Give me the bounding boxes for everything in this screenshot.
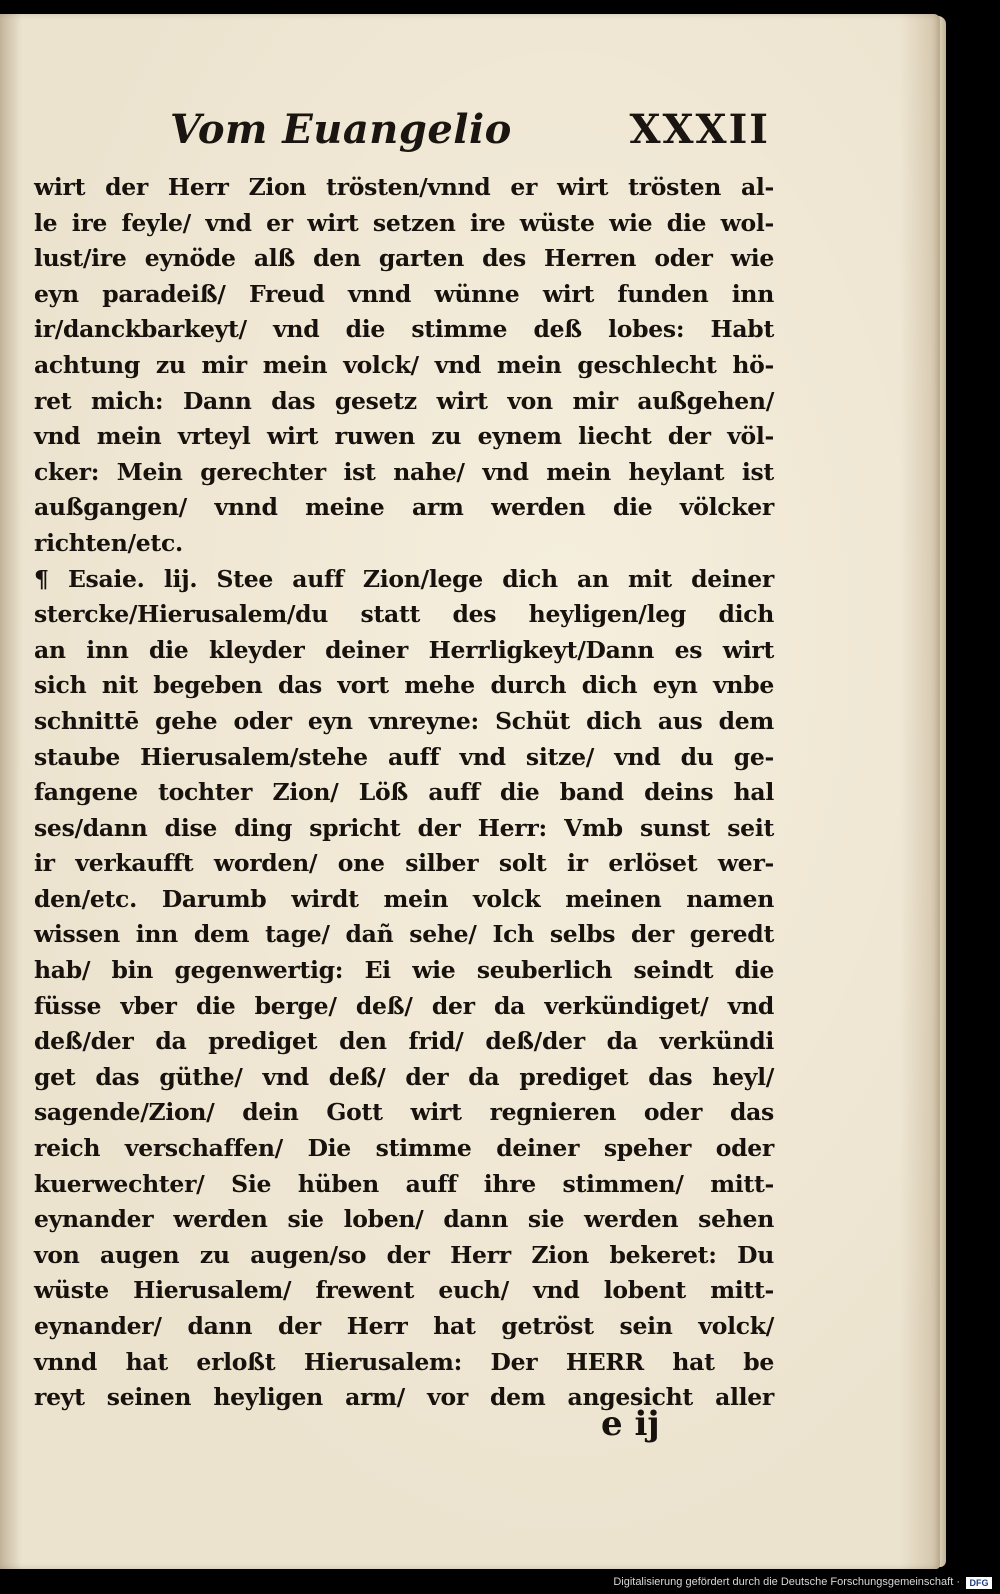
text-line: reich verschaffen/ Die stimme deiner speher oder — [34, 1134, 774, 1163]
text-line: ir/danckbarkeyt/ vnd die stimme deß lobes: Habt — [34, 315, 774, 344]
text-line: vnd mein vrteyl wirt ruwen zu eynem liecht der völ‑ — [34, 422, 774, 451]
dfg-logo-icon: DFG — [966, 1577, 992, 1589]
text-line: staube Hierusalem/stehe auff vnd sitze/ vnd du ge‑ — [34, 742, 774, 771]
text-line: achtung zu mir mein volck/ vnd mein geschlecht hö‑ — [34, 350, 774, 379]
text-line: ret mich: Dann das gesetz wirt von mir außgehen/ — [34, 386, 774, 415]
text-line: ir verkaufft worden/ one silber solt ir erlöset wer‑ — [34, 849, 774, 878]
text-line: an inn die kleyder deiner Herrligkeyt/Dann es wirt — [34, 635, 774, 664]
text-line: eynander/ dann der Herr hat getröst sein volck/ — [34, 1312, 774, 1340]
text-line: get das güthe/ vnd deß/ der da prediget das heyl/ — [34, 1062, 774, 1091]
text-line: kuerwechter/ Sie hüben auff ihre stimmen/ mitt‑ — [34, 1169, 774, 1198]
text-line: ses/dann dise ding spricht der Herr: Vmb sunst seit — [34, 813, 774, 842]
text-line: richten/etc. — [34, 528, 183, 557]
text-line: den/etc. Darumb wirdt mein volck meinen namen — [34, 884, 774, 913]
text-line: fangene tochter Zion/ Löß auff die band deins hal — [34, 778, 774, 807]
text-line: deß/der da prediget den frid/ deß/der da verkündi — [34, 1027, 774, 1056]
text-line: wüste Hierusalem/ frewent euch/ vnd lobent mitt‑ — [34, 1276, 774, 1305]
running-title: Vom Euangelio — [170, 106, 512, 153]
text-line: reyt seinen heyligen arm/ vor dem angesicht aller — [34, 1383, 774, 1412]
text-line: stercke/Hierusalem/du statt des heyligen/leg dich — [34, 600, 774, 629]
text-line: wissen inn dem tage/ dañ sehe/ Ich selbs der geredt — [34, 920, 774, 949]
footer-bar — [0, 1574, 1000, 1594]
text-line: hab/ bin gegenwertig: Ei wie seuberlich seindt die — [34, 956, 774, 985]
text-line: sich nit begeben das vort mehe durch dich eyn vnbe — [34, 671, 774, 700]
signature-mark: e ij — [601, 1404, 660, 1444]
text-line: cker: Mein gerechter ist nahe/ vnd mein heylant ist — [34, 457, 774, 486]
folio-number: XXXII — [629, 106, 770, 153]
text-line: eynander werden sie loben/ dann sie werden sehen — [34, 1205, 774, 1234]
text-line: vnnd hat erloßt Hierusalem: Der HERR hat be — [34, 1347, 774, 1376]
text-line: wirt der Herr Zion trösten/vnnd er wirt trösten al‑ — [34, 173, 774, 201]
funding-credit: Digitalisierung gefördert durch die Deutsche Forschungsgemeinschaft · — [613, 1576, 960, 1588]
text-line: von augen zu augen/so der Herr Zion bekeret: Du — [34, 1240, 774, 1269]
page-header — [170, 106, 770, 166]
body-text — [34, 170, 774, 1416]
text-line: le ire feyle/ vnd er wirt setzen ire wüste wie die wol‑ — [34, 208, 774, 237]
text-line: sagende/Zion/ dein Gott wirt regnieren oder das — [34, 1098, 774, 1127]
text-line: schnittē gehe oder eyn vnreyne: Schüt dich aus dem — [34, 706, 774, 735]
book-page — [0, 14, 940, 1569]
text-line: füsse vber die berge/ deß/ der da verkündiget/ vnd — [34, 991, 774, 1020]
text-line: lust/ire eynöde alß den garten des Herren oder wie — [34, 244, 774, 273]
text-line: außgangen/ vnnd meine arm werden die völcker — [34, 493, 774, 522]
text-line: ¶ Esaie. lij. Stee auff Zion/lege dich an mit deiner — [34, 564, 774, 593]
text-line: eyn paradeiß/ Freud vnnd wünne wirt funden inn — [34, 279, 774, 308]
